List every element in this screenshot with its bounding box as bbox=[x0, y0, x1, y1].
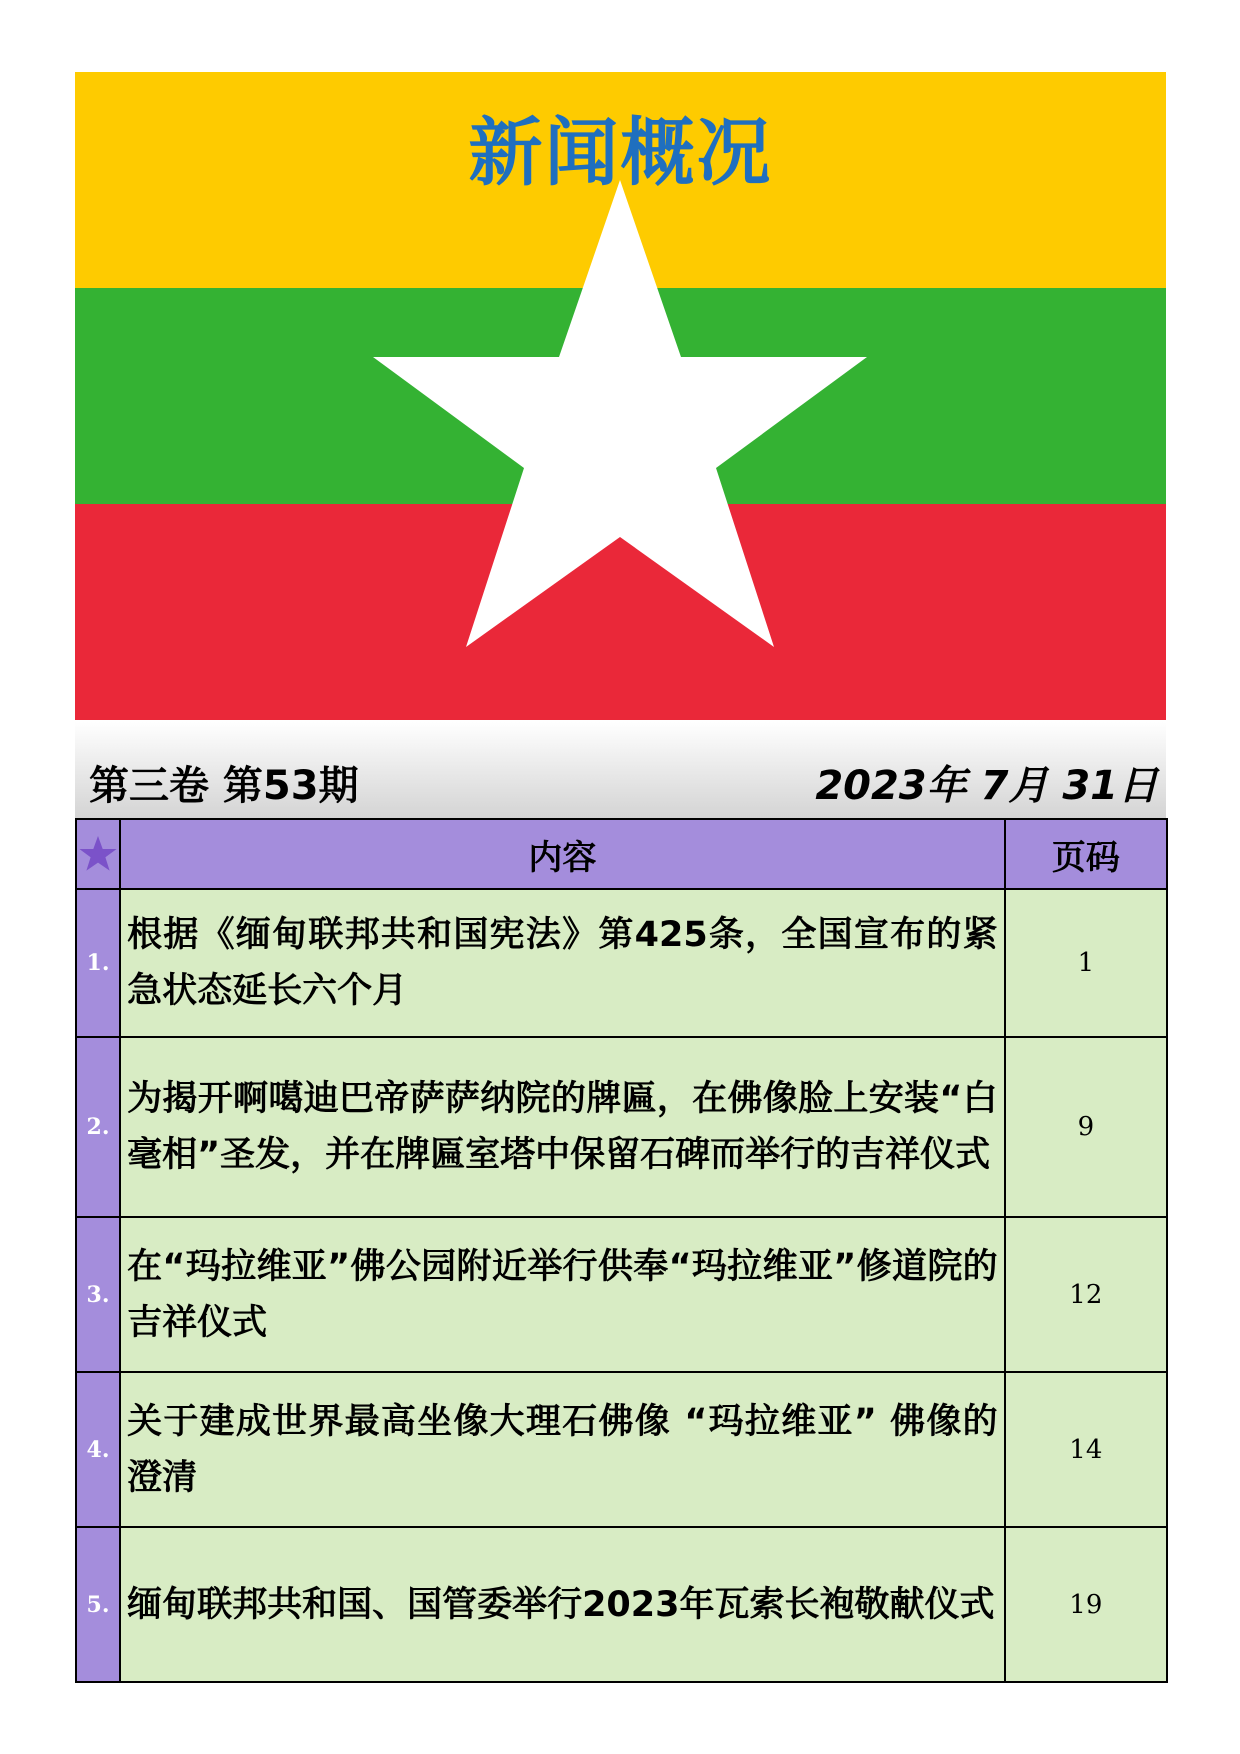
issue-date: 2023年 7月 31日 bbox=[815, 763, 1158, 809]
page-title: 新闻概况 bbox=[468, 110, 773, 196]
table-row[interactable] bbox=[76, 1217, 1167, 1372]
toc-item-link[interactable]: 在“玛拉维亚”佛公园附近举行供奉“玛拉维亚”修道院的吉祥仪式 bbox=[120, 1217, 1005, 1372]
issue-volume: 第三卷 第53期 bbox=[89, 763, 359, 809]
toc-header-content: 内容 bbox=[120, 819, 1005, 889]
toc-item-page: 9 bbox=[1005, 1037, 1167, 1217]
table-row[interactable] bbox=[76, 1037, 1167, 1217]
toc-item-number: 1. bbox=[76, 889, 120, 1037]
toc-item-page: 19 bbox=[1005, 1527, 1167, 1682]
toc-item-link[interactable]: 缅甸联邦共和国、国管委举行2023年瓦索长袍敬献仪式 bbox=[120, 1527, 1005, 1682]
toc-item-number: 4. bbox=[76, 1372, 120, 1527]
table-row[interactable] bbox=[76, 889, 1167, 1037]
table-of-contents bbox=[75, 818, 1168, 1683]
toc-item-link[interactable]: 为揭开啊噶迪巴帝萨萨纳院的牌匾，在佛像脸上安装“白毫相”圣发，并在牌匾室塔中保留石碑而举行的吉祥仪式 bbox=[120, 1037, 1005, 1217]
table-row[interactable] bbox=[76, 1527, 1167, 1682]
toc-item-number: 3. bbox=[76, 1217, 120, 1372]
toc-header-page: 页码 bbox=[1005, 819, 1167, 889]
toc-item-number: 5. bbox=[76, 1527, 120, 1682]
toc-header-row bbox=[76, 819, 1167, 889]
table-row[interactable] bbox=[76, 1372, 1167, 1527]
star-icon bbox=[78, 834, 118, 874]
toc-item-link[interactable]: 关于建成世界最高坐像大理石佛像 “玛拉维亚” 佛像的澄清 bbox=[120, 1372, 1005, 1527]
toc-item-page: 1 bbox=[1005, 889, 1167, 1037]
myanmar-flag-banner bbox=[75, 72, 1166, 720]
toc-item-page: 12 bbox=[1005, 1217, 1167, 1372]
toc-header-star-cell bbox=[76, 819, 120, 889]
toc-item-page: 14 bbox=[1005, 1372, 1167, 1527]
toc-item-number: 2. bbox=[76, 1037, 120, 1217]
issue-info-bar bbox=[75, 722, 1166, 818]
toc-item-link[interactable]: 根据《缅甸联邦共和国宪法》第425条，全国宣布的紧急状态延长六个月 bbox=[120, 889, 1005, 1037]
